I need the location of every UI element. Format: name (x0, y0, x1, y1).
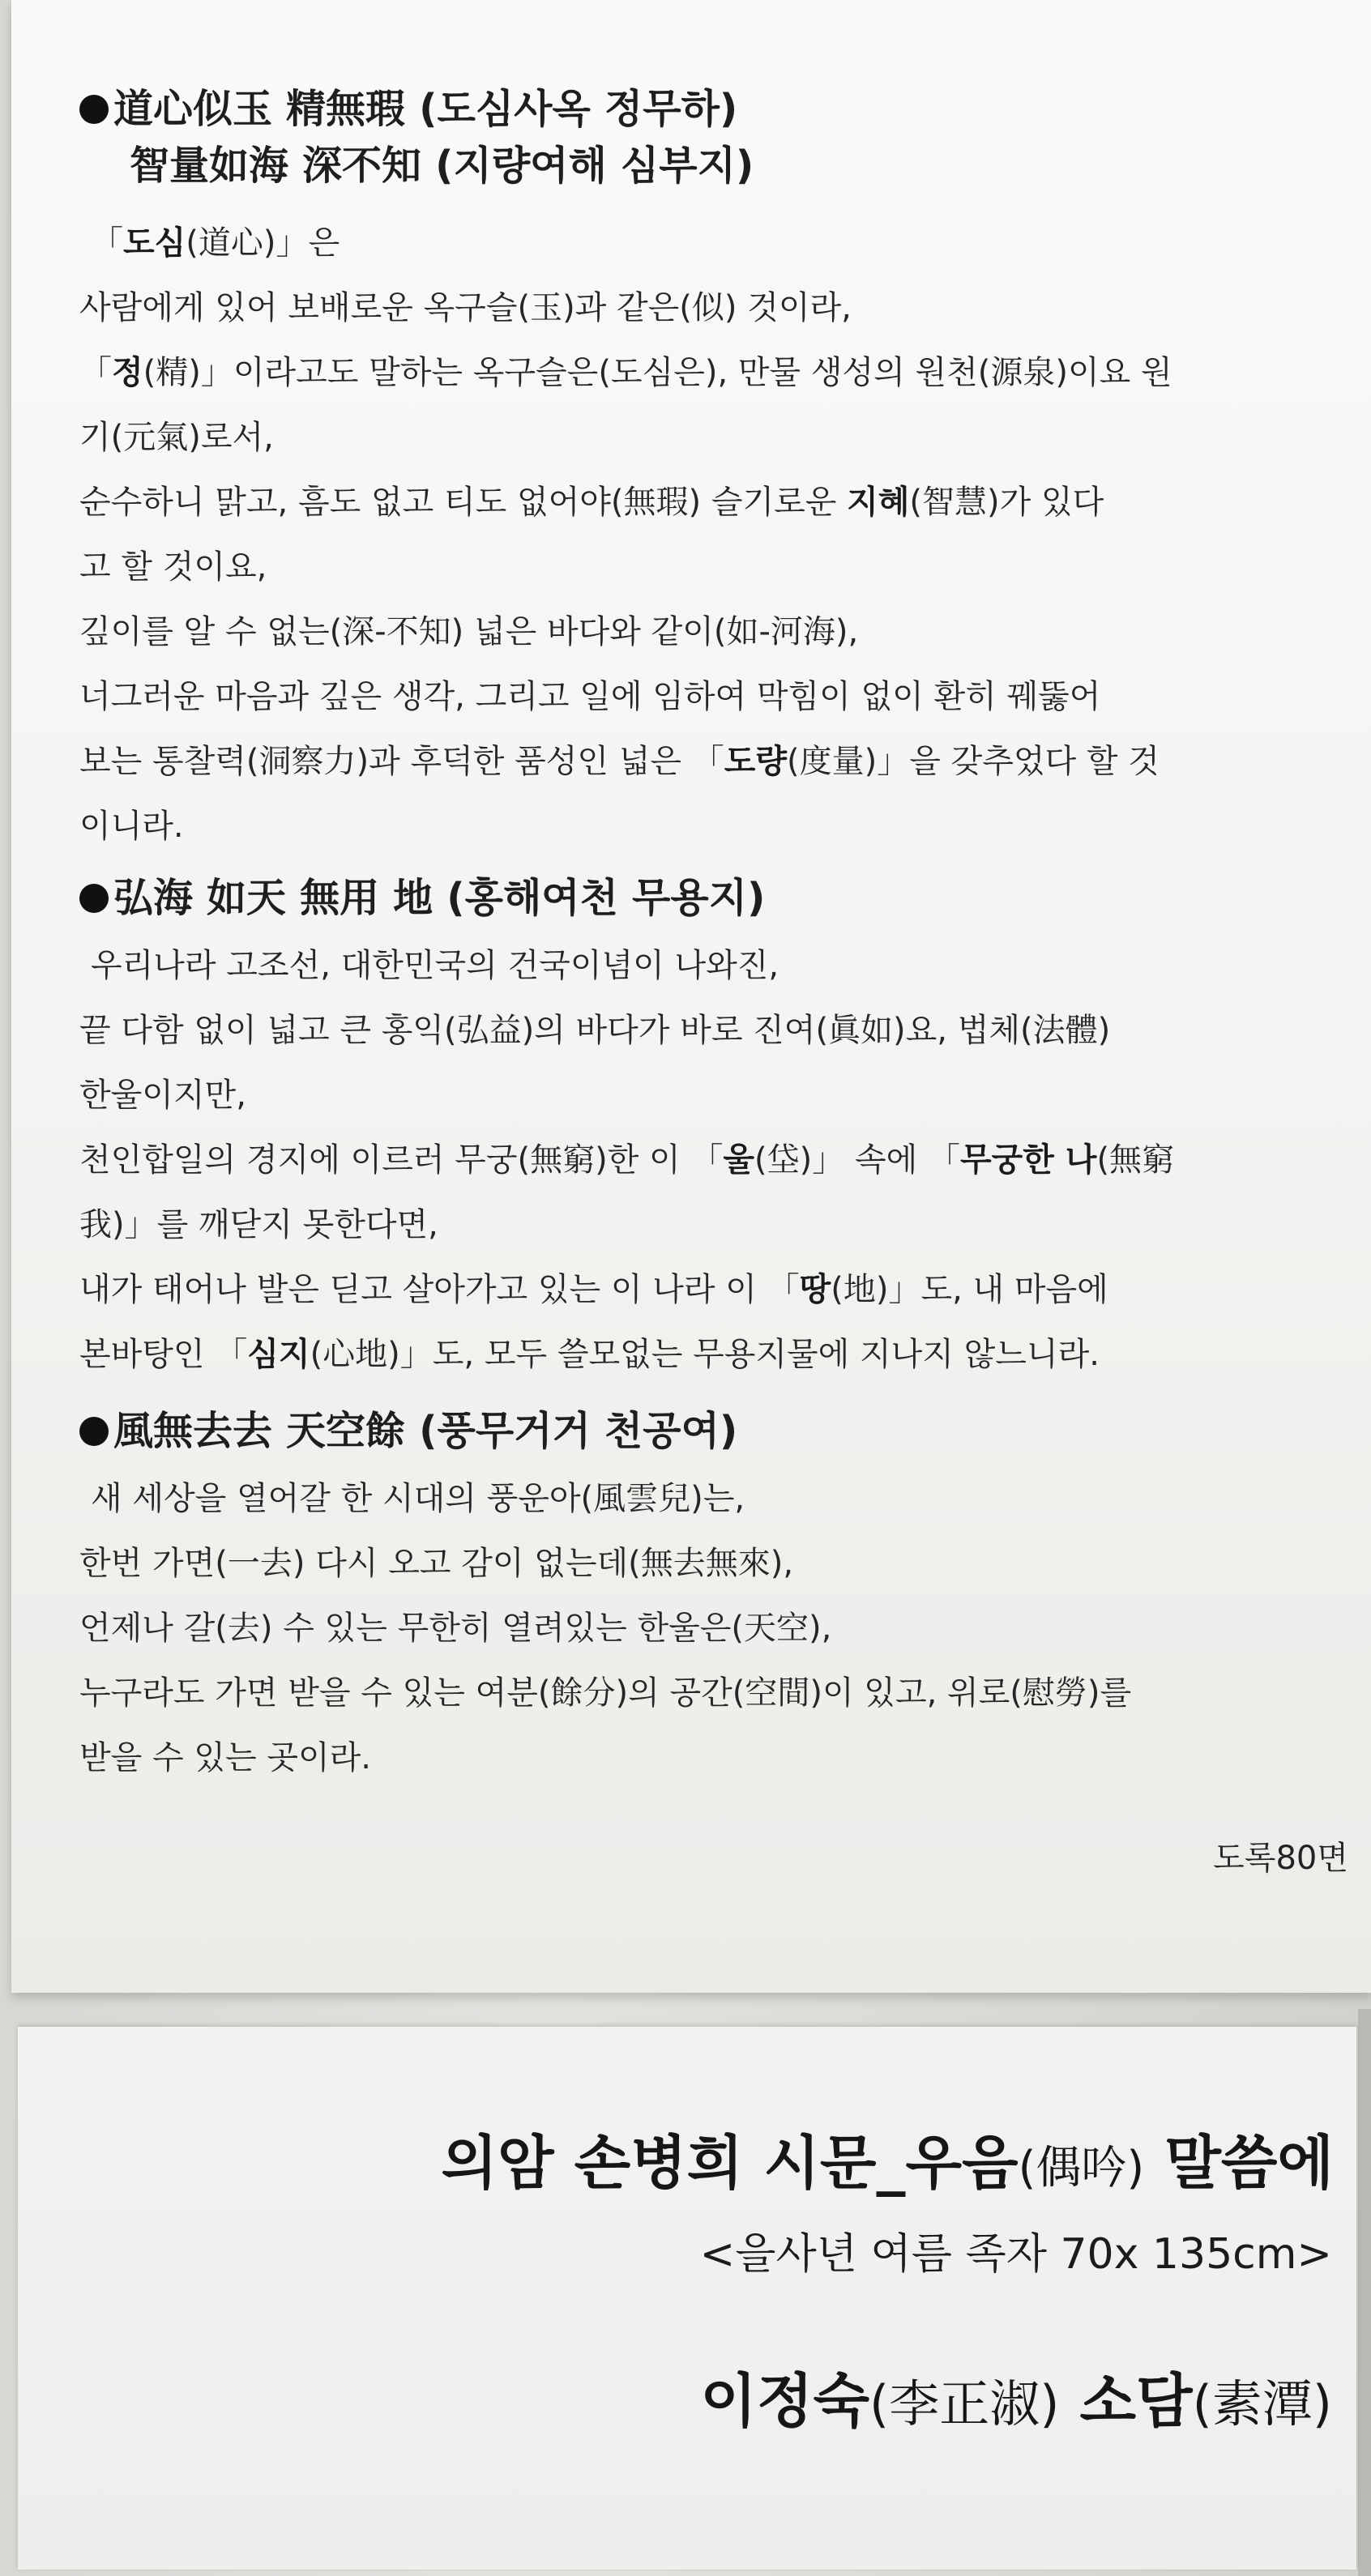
verse1-line-2 (79, 340, 1343, 405)
line-bold: 도량 (724, 743, 788, 780)
line-bold-2: 무궁한 나 (959, 1141, 1097, 1179)
verse3-commentary (79, 1466, 1343, 1790)
artwork-title-tail: 말씀에 (1144, 2129, 1334, 2197)
verse2-line-0 (79, 933, 1343, 998)
verse1-line-5: 고 할 것이요, (79, 548, 267, 586)
verse1-line-8 (79, 729, 1343, 794)
frame-edge (1358, 2009, 1371, 2576)
verse1-commentary (79, 211, 1343, 859)
artist-name-korean: 이정숙 (700, 2367, 870, 2435)
bullet-icon (79, 95, 109, 124)
artist-pen-name: 소담 (1059, 2367, 1193, 2435)
line-pre: 「 (79, 354, 112, 391)
verse2-line-2: 한울이지만, (79, 1077, 246, 1114)
verse2-line-1: 끝 다함 없이 넓고 큰 홍익(弘益)의 바다가 바로 진여(眞如)요, 법체(法體) (79, 1012, 1111, 1049)
artwork-title-main: 의암 손병희 시문_우음 (441, 2129, 1019, 2197)
verse1-line-0 (79, 211, 1343, 275)
artwork-title-hanja: (偶吟) (1018, 2142, 1145, 2194)
line-post: (垈)」 속에 「 (754, 1141, 960, 1179)
line-post: (心地)」도, 모두 쓸모없는 무용지물에 지나지 않느니라. (310, 1336, 1100, 1373)
line-pre: 천인합일의 경지에 이르러 무궁(無窮)한 이 「 (79, 1141, 724, 1179)
verse2-line-4: 我)」를 깨닫지 못한다면, (79, 1206, 438, 1243)
verse1-line-4 (79, 470, 1343, 535)
verse2-commentary (79, 933, 1343, 1387)
poem-explanation-card (11, 0, 1371, 1993)
line-pre: 본바탕인 「 (79, 1336, 248, 1373)
line-text: 새 세상을 열어갈 한 시대의 풍운아(風雲兒)는, (91, 1480, 745, 1517)
verse3-line-1: 한번 가면(一去) 다시 오고 감이 없는데(無去無來), (79, 1545, 794, 1582)
line-pre: 「 (91, 224, 123, 262)
line-bold: 도심 (123, 224, 186, 262)
artist-name-hanja: (李正淑) (869, 2374, 1060, 2433)
line-bold: 땅 (799, 1271, 831, 1308)
verse1-line-7: 너그러운 마음과 깊은 생각, 그리고 일에 임하여 막힘이 없이 환히 꿰뚫어 (79, 678, 1101, 715)
verse3-heading (79, 1403, 1343, 1460)
verse2-heading (79, 870, 1343, 927)
line-pre: 보는 통찰력(洞察力)과 후덕한 품성인 넓은 「 (79, 743, 724, 780)
verse2-line-5 (79, 1257, 1343, 1322)
line-pre: 내가 태어나 발은 딛고 살아가고 있는 이 나라 이 「 (79, 1271, 800, 1308)
line-bold: 정 (112, 354, 143, 391)
line-post: (智慧)가 있다 (909, 484, 1104, 521)
verse2-line-3 (79, 1128, 1343, 1192)
line-pre: 순수하니 맑고, 흠도 없고 티도 없어야(無瑕) 슬기로운 (79, 484, 848, 521)
line-post: (精)」이라고도 말하는 옥구슬은(도심은), 만물 생성의 원천(源泉)이요 원 (143, 354, 1172, 391)
verse1-line-9: 이니라. (79, 808, 184, 845)
poem-explanation-body (79, 81, 1343, 1790)
bullet-icon (79, 1417, 109, 1446)
artwork-label-card (18, 2027, 1356, 2570)
verse1-line-1: 사람에게 있어 보배로운 옥구슬(玉)과 같은(似) 것이라, (79, 289, 852, 326)
verse1-heading-line1 (79, 81, 1343, 138)
verse1-line-6: 깊이를 알 수 없는(深-不知) 넓은 바다와 같이(如-河海), (79, 613, 859, 650)
artwork-details: <을사년 여름 족자 70x 135cm> (699, 2230, 1332, 2279)
verse1-line-3: 기(元氣)로서, (79, 419, 274, 456)
artist-name (700, 2354, 1332, 2438)
bullet-icon (79, 884, 109, 913)
verse3-line-0 (79, 1466, 1343, 1531)
line-bold: 지혜 (847, 484, 910, 521)
source-reference: 도록80면 (1213, 1840, 1348, 1877)
verse1-heading-line2: 智量如海 深不知 (지량여해 심부지) (130, 143, 754, 189)
verse3-line-4: 받을 수 있는 곳이라. (79, 1739, 371, 1776)
line-text: 우리나라 고조선, 대한민국의 건국이념이 나와진, (91, 947, 779, 984)
line-bold: 심지 (247, 1336, 310, 1373)
verse2-heading-text: 弘海 如天 無用 地 (홍해여천 무용지) (113, 875, 766, 921)
line-post-2: (無窮 (1096, 1141, 1175, 1179)
line-post: (地)」도, 내 마음에 (831, 1271, 1108, 1308)
line-post: (道心)」은 (186, 224, 340, 262)
verse3-heading-text: 風無去去 天空餘 (풍무거거 천공여) (113, 1408, 738, 1454)
artist-pen-name-hanja: (素潭) (1192, 2374, 1332, 2433)
verse3-line-3: 누구라도 가면 받을 수 있는 여분(餘分)의 공간(空間)이 있고, 위로(慰勞)를 (79, 1674, 1132, 1712)
artwork-title (441, 2116, 1334, 2200)
verse1-heading-text: 道心似玉 精無瑕 (도심사옥 정무하) (113, 86, 738, 132)
verse3-line-2: 언제나 갈(去) 수 있는 무한히 열려있는 한울은(天空), (79, 1610, 832, 1647)
line-bold: 울 (723, 1141, 755, 1179)
line-post: (度量)」을 갖추었다 할 것 (787, 743, 1160, 780)
verse2-line-6 (79, 1322, 1343, 1387)
